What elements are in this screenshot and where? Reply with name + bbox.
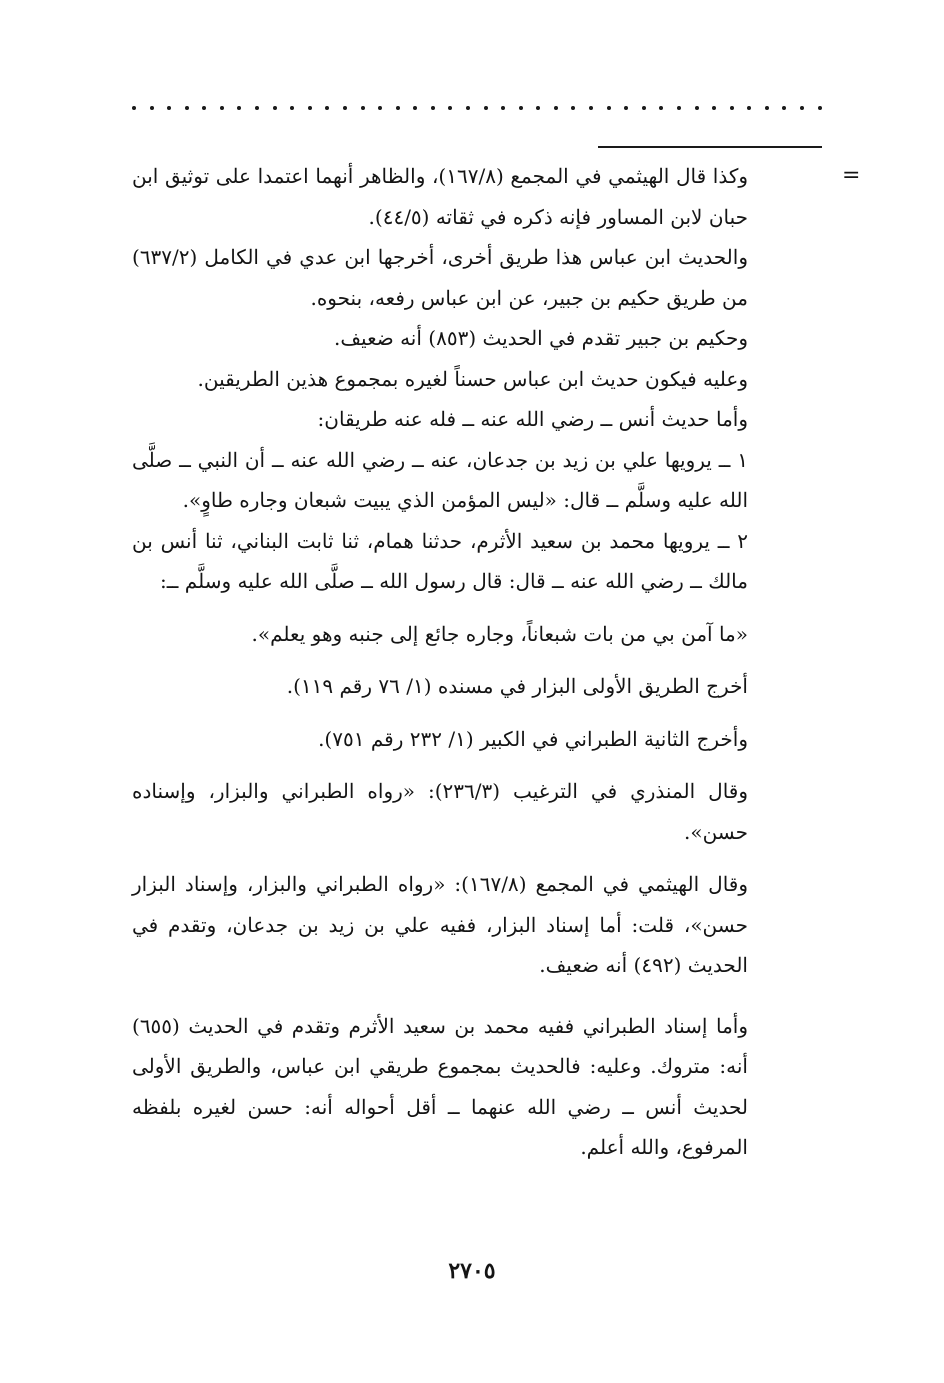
paragraph: والحديث ابن عباس هذا طريق أخرى، أخرجها ابن عدي في الكامل (٦٣٧/٢) من طريق حكيم بن جبير، عن ابن عباس رفعه، بنحوه. [132, 245, 748, 310]
paragraph: وأخرج الثانية الطبراني في الكبير (١/ ٢٣٢ رقم ٧٥١). [318, 726, 748, 751]
paragraph: وكذا قال الهيثمي في المجمع (١٦٧/٨)، والظاهر أنهما اعتمدا على توثيق ابن حبان لابن المساور فإنه ذكره في ثقاته (٤٤/٥). [132, 164, 749, 229]
paragraph: ٢ ــ يرويها محمد بن سعيد الأثرم، حدثنا همام، ثنا ثابت البناني، ثنا أنس بن مالك ــ رضي الله عنه ــ قال: قال رسول الله ــ صلَّى الله عليه وسلَّم ــ: [132, 528, 748, 593]
footnote-text [132, 156, 748, 1168]
footnote-rule [598, 146, 822, 148]
continuation-mark: = [842, 163, 861, 188]
paragraph: وأما حديث أنس ــ رضي الله عنه ــ فله عنه طريقان: [317, 407, 748, 431]
paragraph: وقال المنذري في الترغيب (٢٣٦/٣): «رواه الطبراني والبزار، وإسناده حسن». [132, 779, 749, 844]
page-number: ٢٧٠٥ [448, 1258, 496, 1284]
paragraph: وقال الهيثمي في المجمع (١٦٧/٨): «رواه الطبراني والبزار، وإسناد البزار حسن»، قلت: أما إسناد البزار، ففيه علي بن زيد بن جدعان، وتقدم في الحديث (٤٩٢) أنه ضعيف. [132, 872, 749, 977]
quoted-hadith: «ما آمن بي من بات شبعاناً، وجاره جائع إلى جنبه وهو يعلم». [251, 621, 748, 646]
paragraph: ١ ــ يرويها علي بن زيد بن جدعان، عنه ــ رضي الله عنه ــ أن النبي ــ صلَّى الله عليه وسلَّم ــ قال: «ليس المؤمن الذي يبيت شبعان وجاره طاوٍ». [132, 447, 748, 512]
dotted-separator [132, 98, 822, 118]
paragraph: وأما إسناد الطبراني ففيه محمد بن سعيد الأثرم وتقدم في الحديث (٦٥٥) أنه: متروك. وعليه: فالحديث بمجموع طريقي ابن عباس، والطريق الأولى لحديث أنس ــ رضي الله عنهما ــ أقل أحواله أنه: حسن لغيره بلفظه المرفوع، والله أعلم. [132, 1013, 748, 1159]
paragraph: أخرج الطريق الأولى البزار في مسنده (١/ ٧٦ رقم ١١٩). [286, 674, 748, 698]
paragraph: وعليه فيكون حديث ابن عباس حسناً لغيره بمجموع هذين الطريقين. [197, 366, 748, 391]
paragraph: وحكيم بن جبير تقدم في الحديث (٨٥٣) أنه ضعيف. [333, 326, 748, 350]
